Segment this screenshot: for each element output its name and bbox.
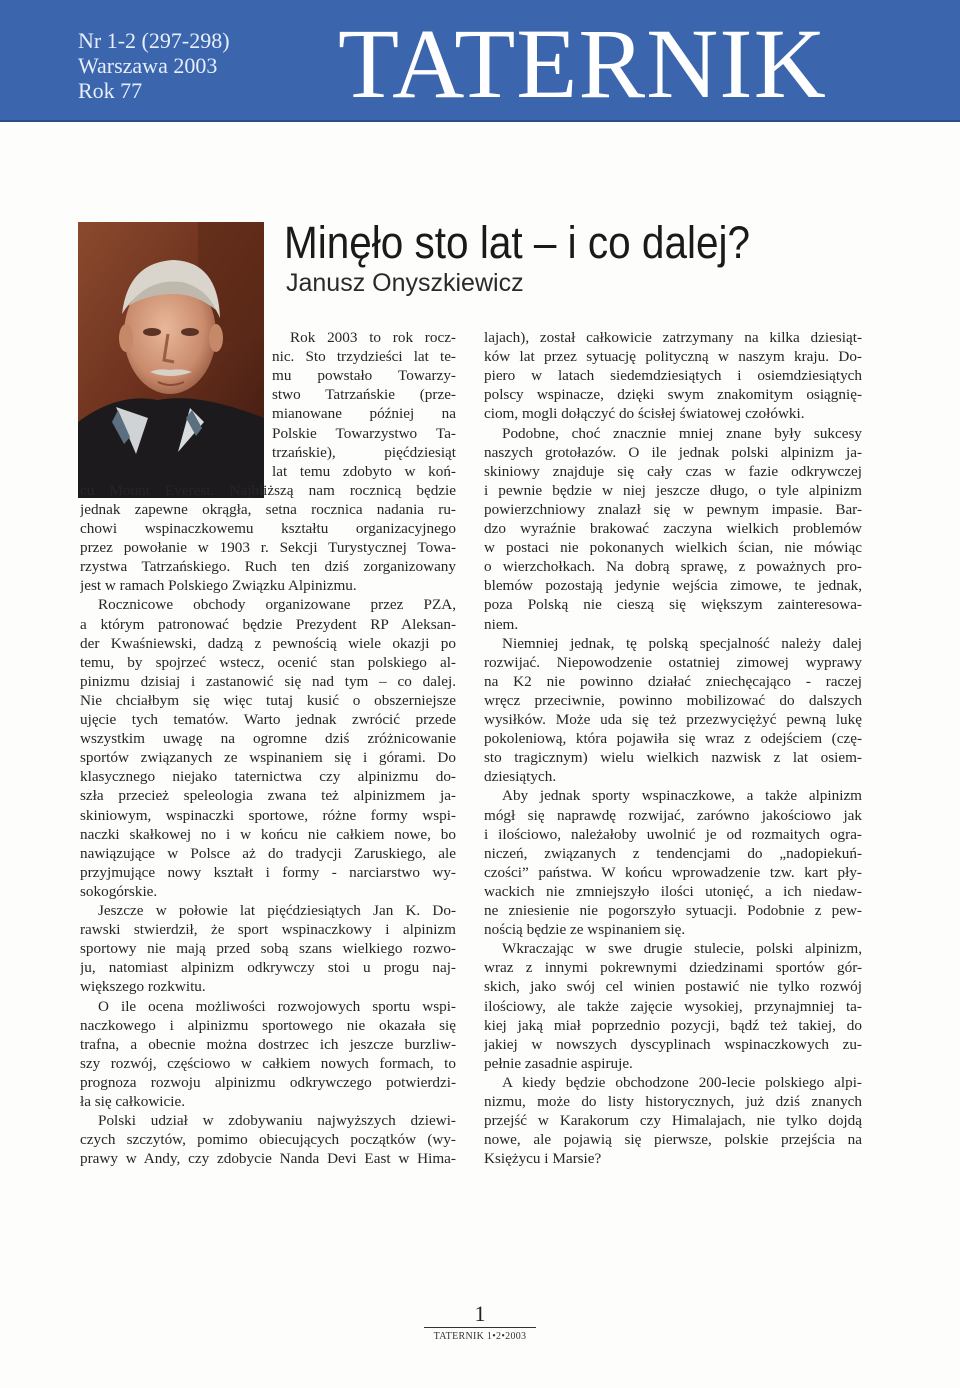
text-line: nawiązujące w Polsce aż do tradycji Zaruskiego, ale <box>80 844 456 862</box>
text-line: mianowane później na <box>272 405 456 423</box>
text-line: ilościowy, ale także zajęcie wysokiej, przynajmniej ta- <box>484 997 862 1015</box>
text-line: der Kwaśniewski, dadzą z pewnością wiele okazji po <box>80 634 456 652</box>
text-line: szła przecież speleologia zwana też alpinizmem ja- <box>80 787 456 805</box>
text-line: czych szczytów, pomimo obiecujących początków (wy- <box>80 1131 456 1149</box>
text-line: ków lat przez sytuację polityczną w naszym kraju. Do- <box>484 348 862 366</box>
text-line: rzystwa Tatrzańskiego. Ruch ten dziś zorganizowany <box>80 558 456 576</box>
text-line: trzańskie), pięćdziesiąt <box>272 443 456 461</box>
text-line: o wierzchołkach. Na dobrą sprawę, z poważnych pro- <box>484 558 862 576</box>
text-line: a którym patronować będzie Prezydent RP Aleksan- <box>80 615 456 633</box>
text-line: sto tragicznym) wielu wielkich nazwisk z lat osiem- <box>484 749 862 767</box>
text-line: rozwijać. Niepowodzenie ostatniej zimowej wyprawy <box>484 653 862 671</box>
text-line: i ilościowo, należałoby uwolnić je od rozmaitych ogra- <box>484 825 862 843</box>
text-line: wackich nie zmniejszyło ilości utonięć, a ich niedaw- <box>484 882 862 900</box>
text-line: lat temu zdobyto w koń- <box>272 462 456 480</box>
text-line: pinizmu dzisiaj i zastanowić się nad tym – co dalej. <box>80 672 456 690</box>
text-line: temu, by spojrzeć wstecz, ocenić stan polskiego al- <box>80 653 456 671</box>
text-line: nowe, ale pojawią się pierwsze, polskie przejścia na <box>484 1131 862 1149</box>
text-line: wysiłków. Może uda się też przezwyciężyć pewną lukę <box>484 711 862 728</box>
text-line: jakiej w nowszych dyscyplinach wspinaczkowych zu- <box>484 1035 862 1053</box>
text-line: Wkraczając w swe drugie stulecie, polski alpinizm, <box>502 940 862 958</box>
text-line: przyjmujące nowy kształt i formy - narciarstwo wy- <box>80 863 456 881</box>
text-line: jest w ramach Polskiego Związku Alpinizmu. <box>80 577 357 595</box>
text-line: na K2 nie powinno działać zniechęcająco - raczej <box>484 672 862 690</box>
text-line: stwo Tatrzańskie (prze- <box>272 386 456 404</box>
text-line: A kiedy będzie obchodzone 200-lecie polskiego alpi- <box>502 1073 862 1091</box>
text-line: wręcz przeciwnie, powinno mobilizować do dalszych <box>484 691 862 709</box>
text-line: czości” państwa. W końcu wprowadzenie tzw. kart pły- <box>484 863 862 881</box>
magazine-name: TATERNIK <box>338 8 827 119</box>
text-line: i pewnie będzie w niej jeszcze długo, o tyle alpinizm <box>484 481 862 499</box>
text-line: chowi wspinaczkowemu kształtu organizacyjnego <box>80 520 456 537</box>
text-line: mógł się naprawdę rozwijać, zarówno jakościowo jak <box>484 806 862 824</box>
issue-info <box>78 28 230 103</box>
text-line: jednak zapewne okrągła, setna rocznica nadania ru- <box>80 500 456 518</box>
text-line: Polski udział w zdobywaniu najwyższych dziewi- <box>98 1112 456 1130</box>
text-line: dziesiątych. <box>484 768 557 786</box>
text-line: Rocznicowe obchody organizowane przez PZA, <box>98 596 456 614</box>
text-line: Rok 2003 to rok rocz- <box>290 329 456 346</box>
issue-volume: Rok 77 <box>78 78 143 103</box>
text-line: powierzchniowy znalazł się w pewnym impasie. Bar- <box>484 500 862 518</box>
text-line: ła się całkowicie. <box>80 1093 185 1110</box>
text-line: skich, jako swój cel winien postawić nie tylko rozwój <box>484 978 862 996</box>
text-line: w postaci nie pokonanych wielkich ścian, nie mówiąc <box>484 539 862 557</box>
issue-place-year: Warszawa 2003 <box>78 53 218 78</box>
text-line: Polskie Towarzystwo Ta- <box>272 424 456 442</box>
masthead <box>0 0 960 122</box>
text-line: naczki skałkowej no i w końcu nie całkiem nowe, bo <box>80 825 456 843</box>
text-line: pełnie zasadnie aspiruje. <box>484 1054 633 1072</box>
text-line: ju, natomiast alpinizm odkrywczy stoi u progu naj- <box>80 959 456 977</box>
text-line: rawski stwierdził, że sport wspinaczkowy i alpinizm <box>80 921 456 939</box>
text-line: skiniowy znajduje się cały czas w fazie odkrywczej <box>484 462 862 480</box>
text-line: Niemniej jednak, tę polską specjalność należy dalej <box>502 634 862 652</box>
text-line: lajach), został całkowicie zatrzymany na kilka dziesiąt- <box>484 329 862 346</box>
text-line: Jeszcze w połowie lat pięćdziesiątych Jan K. Do- <box>98 902 456 919</box>
author-photo <box>78 222 264 498</box>
text-line: trafna, a obecnie można dostrzec ich jeszcze burzliw- <box>80 1035 456 1053</box>
text-line: poza Polską nie cieszą się większym zainteresowa- <box>484 596 862 614</box>
text-line: piero w latach siedemdziesiątych i osiemdziesiątych <box>484 367 862 385</box>
text-line: pokoleniową, która pojawiła się wraz z odejściem (czę- <box>484 730 862 748</box>
text-line: ujęcie tych tematów. Warto jednak zwrócić przede <box>80 711 456 728</box>
text-line: niczeń, związanych z tendencjami do „nadopiekuń- <box>484 844 862 862</box>
article-title: Minęło sto lat – i co dalej? <box>284 217 751 268</box>
text-line: skiniowym, wspinaczki sportowe, różne formy wspi- <box>80 806 456 824</box>
text-line: sportowy nie mają przed sobą szans wielkiego rozwo- <box>80 940 456 958</box>
issue-number: Nr 1-2 (297-298) <box>78 28 230 53</box>
text-line: klasycznego niejako taternictwa czy alpinizmu do- <box>80 768 456 786</box>
text-line: naszych grotołazów. O ile jednak polski alpinizm ja- <box>484 443 862 461</box>
text-line: kiej jaką miał poprzednio pozycji, bądź też takiej, do <box>484 1016 862 1034</box>
text-line: cu Mount Everest. Najbliższą nam rocznicą będzie <box>80 481 456 499</box>
text-line: ciom, mogli dołączyć do ścisłej światowej czołówki. <box>484 405 805 423</box>
text-line: przez powołanie w 1903 r. Sekcji Turystycznej Towa- <box>80 539 456 557</box>
text-line: większego rozkwitu. <box>80 978 206 996</box>
text-line: Nie chciałbym się więc tutaj kusić o obszerniejsze <box>80 691 456 709</box>
text-line: wraz z innymi pokrewnymi dziedzinami sportów gór- <box>484 959 862 977</box>
text-line: szy rozwój, częściowo w całkiem nowych formach, to <box>80 1054 456 1072</box>
text-line: naczkowego i alpinizmu sportowego nie okazała się <box>80 1016 456 1034</box>
text-line: prognoza rozwoju alpinizmu odkrywczego potwierdzi- <box>80 1073 456 1091</box>
text-line: Księżycu i Marsie? <box>484 1150 602 1168</box>
text-line: Podobne, choć znacznie mniej znane były sukcesy <box>502 424 862 442</box>
text-line: ne zniesienie nie pogorszyło sytuacji. Podobnie z pew- <box>484 902 862 919</box>
text-line: Aby jednak sporty wspinaczkowe, a także alpinizm <box>502 787 862 805</box>
text-line: blemów pozostają jedynie wejścia zimowe, te jednak, <box>484 577 862 595</box>
footer-rule <box>424 1327 536 1328</box>
page-number: 1 <box>474 1301 486 1326</box>
text-line: wszystkim uwagę na ogromne dziś zróżnicowanie <box>80 730 456 748</box>
text-line: nizmu, może do listy historycznych, już dziś znanych <box>484 1093 862 1110</box>
text-line: sportów związanych ze wspinaniem się i górami. Do <box>80 749 456 767</box>
text-line: prawy w Andy, czy zdobycie Nanda Devi East w Hima- <box>80 1150 456 1168</box>
text-line: mu powstało Towarzy- <box>272 367 456 385</box>
text-line: dzo wyraźnie brakować zaczyna wielkich problemów <box>484 520 862 537</box>
text-line: polscy wspinacze, dzięki swym znakomitym osiągnię- <box>484 386 862 404</box>
article-author: Janusz Onyszkiewicz <box>286 269 524 297</box>
footer-issue-line: TATERNIK 1•2•2003 <box>433 1331 527 1342</box>
text-line: nic. Sto trzydzieści lat te- <box>272 348 456 366</box>
text-line: nością będzie ze wspinaniem się. <box>484 921 686 939</box>
text-line: sokogórskie. <box>80 882 158 900</box>
text-line: niem. <box>484 615 519 633</box>
text-line: O ile ocena możliwości rozwojowych sportu wspi- <box>98 997 456 1015</box>
text-line: przejść w Karakorum czy Himalajach, nie tylko dojdą <box>484 1112 862 1130</box>
